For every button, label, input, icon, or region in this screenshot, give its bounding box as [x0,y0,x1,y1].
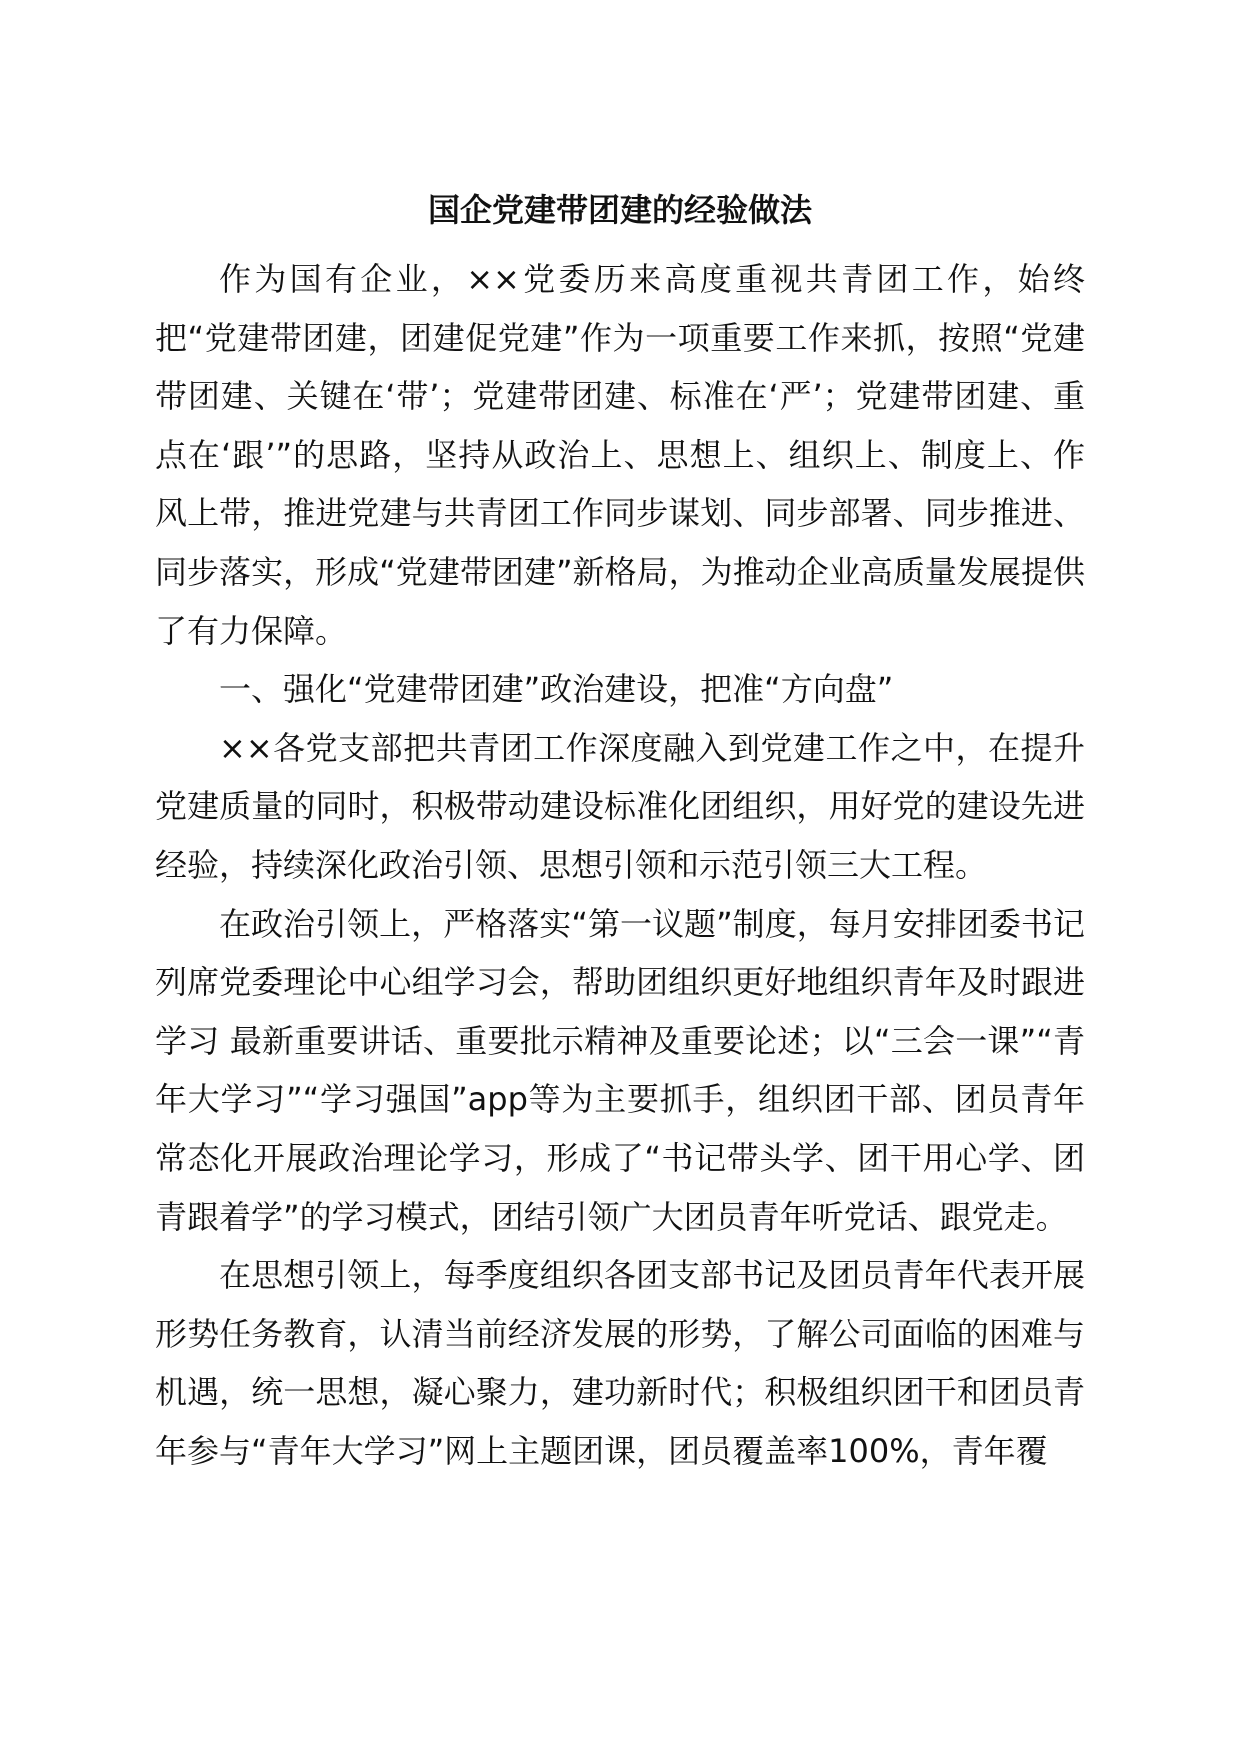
section-1-paragraph-2: 在政治引领上，严格落实“第一议题”制度，每月安排团委书记列席党委理论中心组学习会，帮助团组织更好地组织青年及时跟进学习 最新重要讲话、重要批示精神及重要论述；以“三会一课”“青年大学习”“学习强国”app等为主要抓手，组织团干部、团员青年常态化开展政治理论学习，形成了“书记带头学、团干用心学、团青跟着学”的学习模式，团结引领广大团员青年听党话、跟党走。 [155,904,1085,1236]
document-title: 国企党建带团建的经验做法 [427,191,812,229]
section-heading-1: 一、强化“党建带团建”政治建设，把准“方向盘” [219,670,894,709]
intro-paragraph: 作为国有企业，××党委历来高度重视共青团工作，始终把“党建带团建，团建促党建”作为一项重要工作来抓，按照“党建带团建、关键在‘带’；党建带团建、标准在‘严’；党建带团建、重点在‘跟’”的思路，坚持从政治上、思想上、组织上、制度上、作风上带，推进党建与共青团工作同步谋划、同步部署、同步推进、同步落实，形成“党建带团建”新格局，为推动企业高质量发展提供了有力保障。 [155,260,1085,650]
document-body [155,250,1085,1480]
section-1-paragraph-3: 在思想引领上，每季度组织各团支部书记及团员青年代表开展形势任务教育，认清当前经济发展的形势，了解公司面临的困难与机遇，统一思想，凝心聚力，建功新时代；积极组织团干和团员青年参与“青年大学习”网上主题团课，团员覆盖率100%，青年覆 [155,1256,1085,1470]
section-1-paragraph-1: ××各党支部把共青团工作深度融入到党建工作之中，在提升党建质量的同时，积极带动建设标准化团组织，用好党的建设先进经验，持续深化政治引领、思想引领和示范引领三大工程。 [155,728,1085,884]
